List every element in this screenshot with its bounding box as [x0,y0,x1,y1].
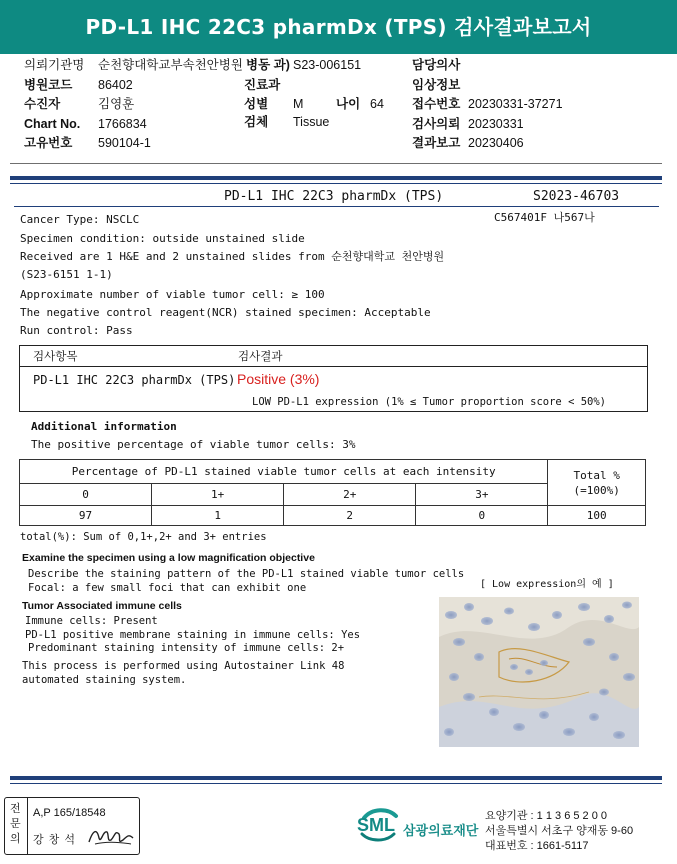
clinical-info-label: 임상정보 [412,78,461,92]
dept-label: 병동 과) [246,58,290,72]
specimen-label: 검체 [244,115,269,129]
org-name: 삼광의료재단 [403,823,479,838]
total-header-line2: (=100%) [573,483,620,497]
result-col2-header: 검사결과 [238,349,283,363]
report-rule [14,206,659,207]
result-col1-header: 검사항목 [33,349,78,363]
value-1plus: 1 [152,506,284,526]
bottom-rule-thin [10,783,662,784]
header-divider [10,163,662,164]
line-case-ref: (S23-6151 1-1) [20,268,113,281]
bottom-rule-thick [10,776,662,780]
intensity-table [19,459,646,526]
total-header-line1: Total % [573,468,620,482]
report-date-label: 결과보고 [412,136,461,150]
intensity-2plus: 2+ [284,484,416,506]
report-date-value: 20230406 [468,136,524,150]
intensity-1plus: 1+ [152,484,284,506]
sex-value: M [293,97,304,111]
value-3plus: 0 [416,506,548,526]
line-specimen-condition: Specimen condition: outside unstained slide [20,232,305,245]
hospital-code-value: 86402 [98,78,133,92]
agency-number: 요양기관 : 1 1 3 6 5 2 0 0 [485,810,608,822]
reviewer-name: 강 창 석 [33,834,76,846]
hospital-code-label: 병원코드 [24,78,73,92]
request-value: 20230331 [468,117,524,131]
top-rule-thick [10,176,662,180]
clinic-label: 진료과 [244,78,281,92]
dept-value: S23-006151 [293,58,362,72]
immune-heading: Tumor Associated immune cells [22,600,182,612]
patient-label: 수진자 [24,97,61,111]
receipt-label: 접수번호 [412,97,461,111]
immune-line-1: Immune cells: Present [25,615,158,627]
request-label: 검사의뢰 [412,117,461,131]
age-value: 64 [370,97,384,111]
line-viable-cells: Approximate number of viable tumor cell: ≥ 100 [20,288,325,301]
sml-logo-text: SML [357,815,395,835]
receipt-value: 20230331-37271 [468,97,563,111]
examine-heading: Examine the specimen using a low magnification objective [22,552,315,564]
reviewer-label: 전문의 [10,803,21,845]
code-right: C567401F 나567나 [494,211,595,224]
signature-image [87,824,135,848]
institution-value: 순천향대학교부속천안병원 [98,58,243,72]
patient-value: 김영훈 [98,97,135,111]
report-subtitle: PD-L1 IHC 22C3 pharmDx (TPS) [224,189,444,204]
chart-label: Chart No. [24,117,81,131]
sex-label: 성별 [244,97,269,111]
immune-line-3: Predominant staining intensity of immune cells: 2+ [28,642,345,654]
line-cancer-type: Cancer Type: NSCLC [20,213,140,226]
additional-heading: Additional information [31,420,177,433]
result-positive: Positive (3%) [237,371,320,387]
address: 서울특별시 서초구 양재동 9-60 [485,825,634,837]
examine-line-1: Describe the staining pattern of the PD-L1 stained viable tumor cells [28,568,465,580]
total-note: total(%): Sum of 0,1+,2+ and 3+ entries [20,531,267,543]
line-ncr: The negative control reagent(NCR) stained specimen: Acceptable [20,306,431,319]
immune-line-2: PD-L1 positive membrane staining in immune cells: Yes [25,629,361,641]
unique-label: 고유번호 [24,136,73,150]
unique-value: 590104-1 [98,136,151,150]
value-0: 97 [20,506,152,526]
phone: 대표번호 : 1661-5117 [485,840,589,852]
process-line-1: This process is performed using Autostainer Link 48 [22,660,345,672]
doctor-label: 담당의사 [412,58,461,72]
case-code: A,P 165/18548 [33,807,106,819]
age-label: 나이 [336,97,361,111]
intensity-0: 0 [20,484,152,506]
result-box-divider [20,366,647,367]
intensity-3plus: 3+ [416,484,548,506]
top-rule-thin [10,183,662,184]
micrograph-svg [439,597,639,747]
micrograph-image [439,597,639,747]
report-title: PD-L1 IHC 22C3 pharmDx (TPS) 검사결과보고서 [85,15,592,39]
chart-value: 1766834 [98,117,147,131]
line-run-control: Run control: Pass [20,324,133,337]
line-received: Received are 1 H&E and 2 unstained slides from 순천향대학교 천안병원 [20,250,445,263]
total-header [548,460,646,506]
intensity-table-header: Percentage of PD-L1 stained viable tumor cells at each intensity [20,460,548,484]
reviewer-box [4,797,140,855]
examine-line-2: Focal: a few small foci that can exhibit one [28,582,307,594]
report-number: S2023-46703 [533,189,620,204]
image-caption: [ Low expression의 예 ] [480,579,614,590]
result-interpretation: LOW PD-L1 expression (1% ≤ Tumor proportion score < 50%) [252,396,607,408]
process-line-2: automated staining system. [22,674,187,686]
value-total: 100 [548,506,646,526]
report-title-banner [0,0,677,54]
additional-text: The positive percentage of viable tumor cells: 3% [31,438,356,451]
institution-label: 의뢰기관명 [24,58,85,72]
specimen-value: Tissue [293,115,330,129]
result-item: PD-L1 IHC 22C3 pharmDx (TPS) [33,373,236,387]
reviewer-box-divider [27,798,28,854]
value-2plus: 2 [284,506,416,526]
